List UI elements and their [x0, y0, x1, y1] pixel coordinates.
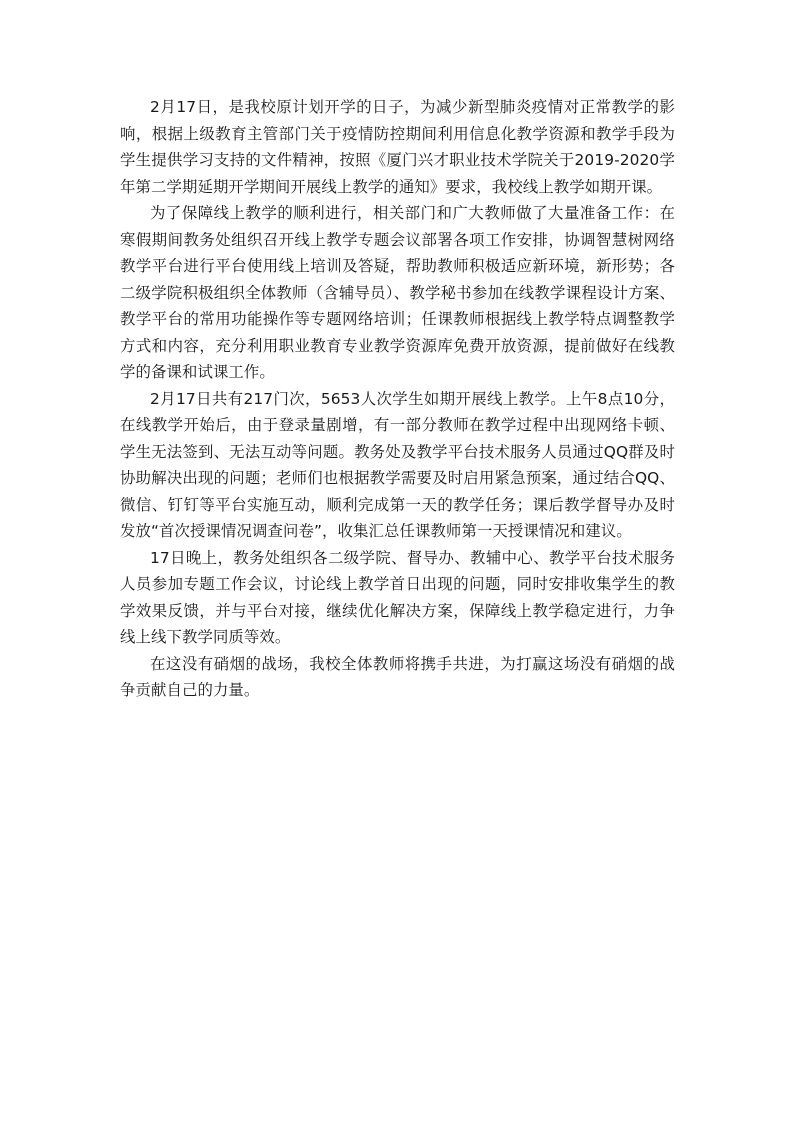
paragraph-1: 2月17日，是我校原计划开学的日子，为减少新型肺炎疫情对正常教学的影响，根据上级教育主管部门关于疫情防控期间利用信息化教学资源和教学手段为学生提供学习支持的文件精神，按照《厦门兴才职业技术学院关于2019-2020学年第二学期延期开学期间开展线上教学的通知》要求，我校线上教学如期开课。 [120, 98, 675, 196]
paragraph-2: 为了保障线上教学的顺利进行，相关部门和广大教师做了大量准备工作：在寒假期间教务处组织召开线上教学专题会议部署各项工作安排，协调智慧树网络教学平台进行平台使用线上培训及答疑，帮助教师积极适应新环境，新形势；各二级学院积极组织全体教师（含辅导员）、教学秘书参加在线教学课程设计方案、教学平台的常用功能操作等专题网络培训；任课教师根据线上教学特点调整教学方式和内容，充分利用职业教育专业教学资源库免费开放资源，提前做好在线教学的备课和试课工作。 [120, 204, 675, 381]
paragraph-4: 17日晚上，教务处组织各二级学院、督导办、教辅中心、教学平台技术服务人员参加专题工作会议，讨论线上教学首日出现的问题，同时安排收集学生的教学效果反馈，并与平台对接，继续优化解决方案，保障线上教学稳定进行，力争线上线下教学同质等效。 [120, 548, 675, 646]
document-body [120, 94, 675, 704]
paragraph-3: 2月17日共有217门次，5653人次学生如期开展线上教学。上午8点10分，在线教学开始后，由于登录量剧增，有一部分教师在教学过程中出现网络卡顿、学生无法签到、无法互动等问题。教务处及教学平台技术服务人员通过QQ群及时协助解决出现的问题；老师们也根据教学需要及时启用紧急预案，通过结合QQ、微信、钉钉等平台实施互动，顺利完成第一天的教学任务；课后教学督导办及时发放“首次授课情况调查问卷”，收集汇总任课教师第一天授课情况和建议。 [120, 389, 675, 540]
paragraph-5: 在这没有硝烟的战场，我校全体教师将携手共进，为打赢这场没有硝烟的战争贡献自己的力量。 [120, 654, 675, 699]
